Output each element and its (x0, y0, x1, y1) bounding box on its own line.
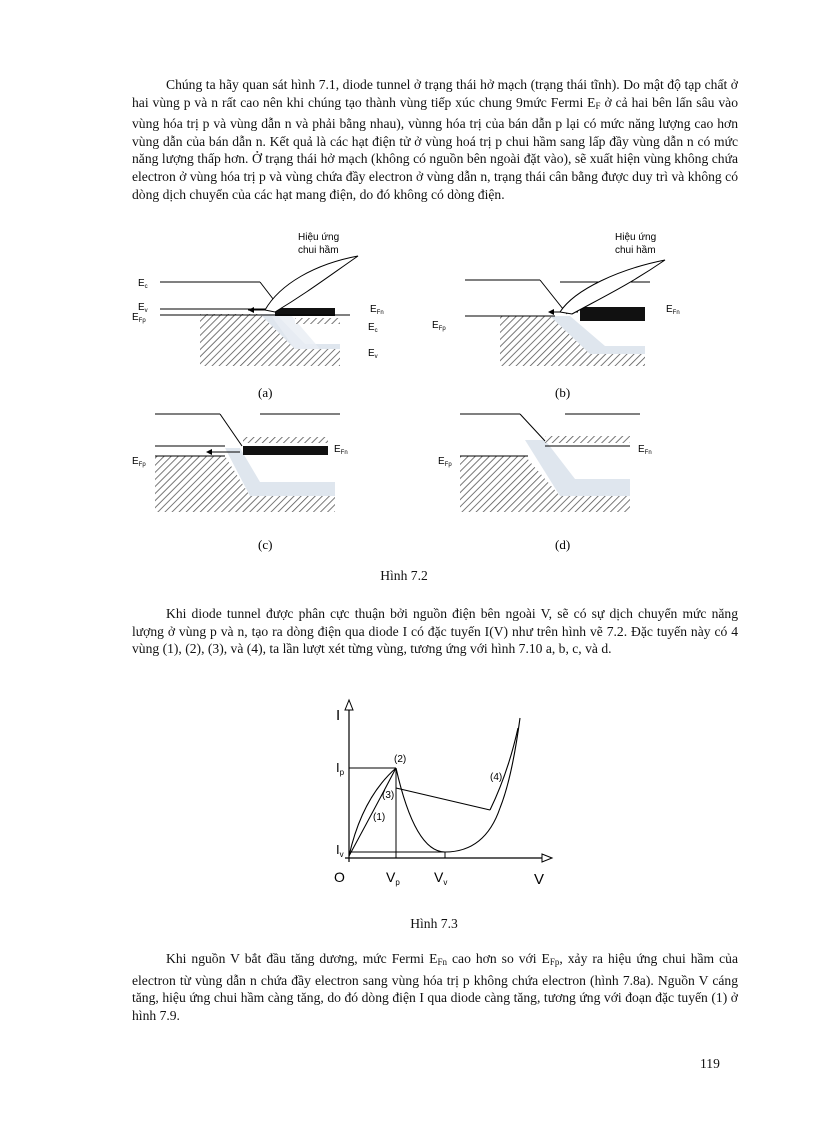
band-diagram-c (155, 414, 340, 512)
caption-figure-7-3: Hình 7.3 (410, 916, 458, 931)
label-EFn-a: $E_{Fn}$ (370, 304, 384, 316)
label-b: (b) (555, 385, 571, 400)
paragraph-1 (132, 76, 738, 203)
x-axis-arrow (542, 854, 552, 862)
paragraph-3-subscript-2: Fp (549, 957, 560, 967)
curve-valley (396, 768, 503, 852)
paragraph-2 (132, 605, 738, 658)
label-EFn-c: $E_{Fn}$ (334, 444, 348, 456)
label-EFp-c: $E_{Fp}$ (132, 456, 146, 468)
label-EFp-b: $E_{Fp}$ (432, 320, 446, 332)
paragraph-2-text: Khi diode tunnel được phân cực thuận bởi nguồn điện bên ngoài V, sẽ có sự dịch chuyển mức năng lượng ở vùng p và n, tạo ra dòng điện qua diode I có đặc tuyến I(V) như trên hình vẽ 7.2. Đặc tuyến này có 4 vùng (1), (2), (3), và (4), ta lần lượt xét từng vùng, tương ứng với hình 7.10 a, b, c, và d. (132, 606, 738, 657)
label-EFn-b: $E_{Fn}$ (666, 304, 680, 316)
callout-a-line2: chui hầm (298, 245, 339, 256)
label-region-2: (2) (394, 754, 407, 765)
label-Ev-a: $E_v$ (138, 302, 148, 314)
paragraph-1-subscript: F (595, 100, 601, 111)
label-a: (a) (258, 385, 273, 400)
label-region-4: (4) (490, 772, 503, 783)
figure-7-2 (120, 224, 720, 564)
label-axis-V: V (534, 871, 545, 888)
caption-figure-7-2: Hình 7.2 (380, 568, 428, 583)
band-diagram-d (460, 414, 640, 512)
y-axis-arrow (345, 700, 353, 710)
label-c: (c) (258, 537, 273, 552)
label-Vp: $V_p$ (386, 869, 400, 887)
label-EFp-d: $E_{Fp}$ (438, 456, 452, 468)
band-diagram-b (465, 260, 665, 366)
label-EFn-d: $E_{Fn}$ (638, 444, 652, 456)
label-EFp-a: $E_{Fp}$ (132, 312, 146, 324)
label-axis-I: I (336, 707, 341, 724)
callout-b-line1: Hiệu ứng (615, 232, 657, 243)
callout-b-line2: chui hầm (615, 245, 656, 256)
label-region-1: (1) (373, 812, 386, 823)
paragraph-3-text-a: Khi nguồn V bắt đầu tăng dương, mức Fermi E (166, 951, 438, 966)
page-number: 119 (700, 1056, 720, 1071)
figure-7-3-iv-curve (320, 698, 560, 894)
band-diagram-a (160, 256, 358, 366)
label-origin: O (334, 869, 345, 885)
label-Ec-a: $E_c$ (138, 278, 148, 290)
label-Ip: $I_p$ (336, 760, 345, 777)
paragraph-3 (132, 950, 738, 1024)
label-Vv: $V_v$ (434, 869, 448, 887)
callout-a-line1: Hiệu ứng (298, 232, 340, 243)
label-Ec-n-a: $E_c$ (368, 322, 378, 334)
label-Ev-n-a: $E_v$ (368, 348, 378, 360)
label-region-3: (3) (382, 790, 395, 801)
paragraph-1-text-b: ở cả hai bên lấn sâu vào vùng hóa trị p và vùng dẫn n và phải bằng nhau), vùnng hóa trị của bán dẫn p lại có mức năng lượng cao hơn vùng dẫn của bán dẫn n. Kết quả là các hạt điện tử ở vùng hoá trị p chui hầm sang lấp đầy vùng dẫn n có mức năng lượng thấp hơn. Ở trạng thái hở mạch (không có nguồn bên ngoài đặt vào), sẽ xuất hiện vùng không chứa electron ở vùng hóa trị p và vùng chứa đầy electron ở vùng dẫn n, trạng thái cân bằng được duy trì và không có dòng dịch chuyển của các hạt mang điện, do đó không có dòng điện. (132, 94, 739, 202)
paragraph-1-text-a: Chúng ta hãy quan sát hình 7.1, diode tunnel ở trạng thái hở mạch (trạng thái tĩnh). Do mật độ tạp chất ở hai vùng p và n rất cao nên khi chúng tạo thành vùng tiếp xúc chung 9mức Fermi E (132, 77, 738, 110)
paragraph-3-text-c: , xảy ra hiệu ứng chui hầm của electron từ vùng dẫn n chứa đầy electron sang vùng hóa trị p không chứa electron (hình 7.8a). Nguồn V cáng tăng, hiệu ứng chui hầm càng tăng, do đó dòng điện I qua diode càng tăng, tương ứng với đoạn đặc tuyến (1) ở hình 7.9. (132, 951, 738, 1023)
curve-region-3 (396, 788, 490, 810)
label-d: (d) (555, 537, 571, 552)
paragraph-3-subscript-1: Fn (437, 957, 447, 967)
paragraph-3-text-b: cao hơn so với E (447, 951, 550, 966)
label-Iv: $I_v$ (336, 842, 344, 859)
